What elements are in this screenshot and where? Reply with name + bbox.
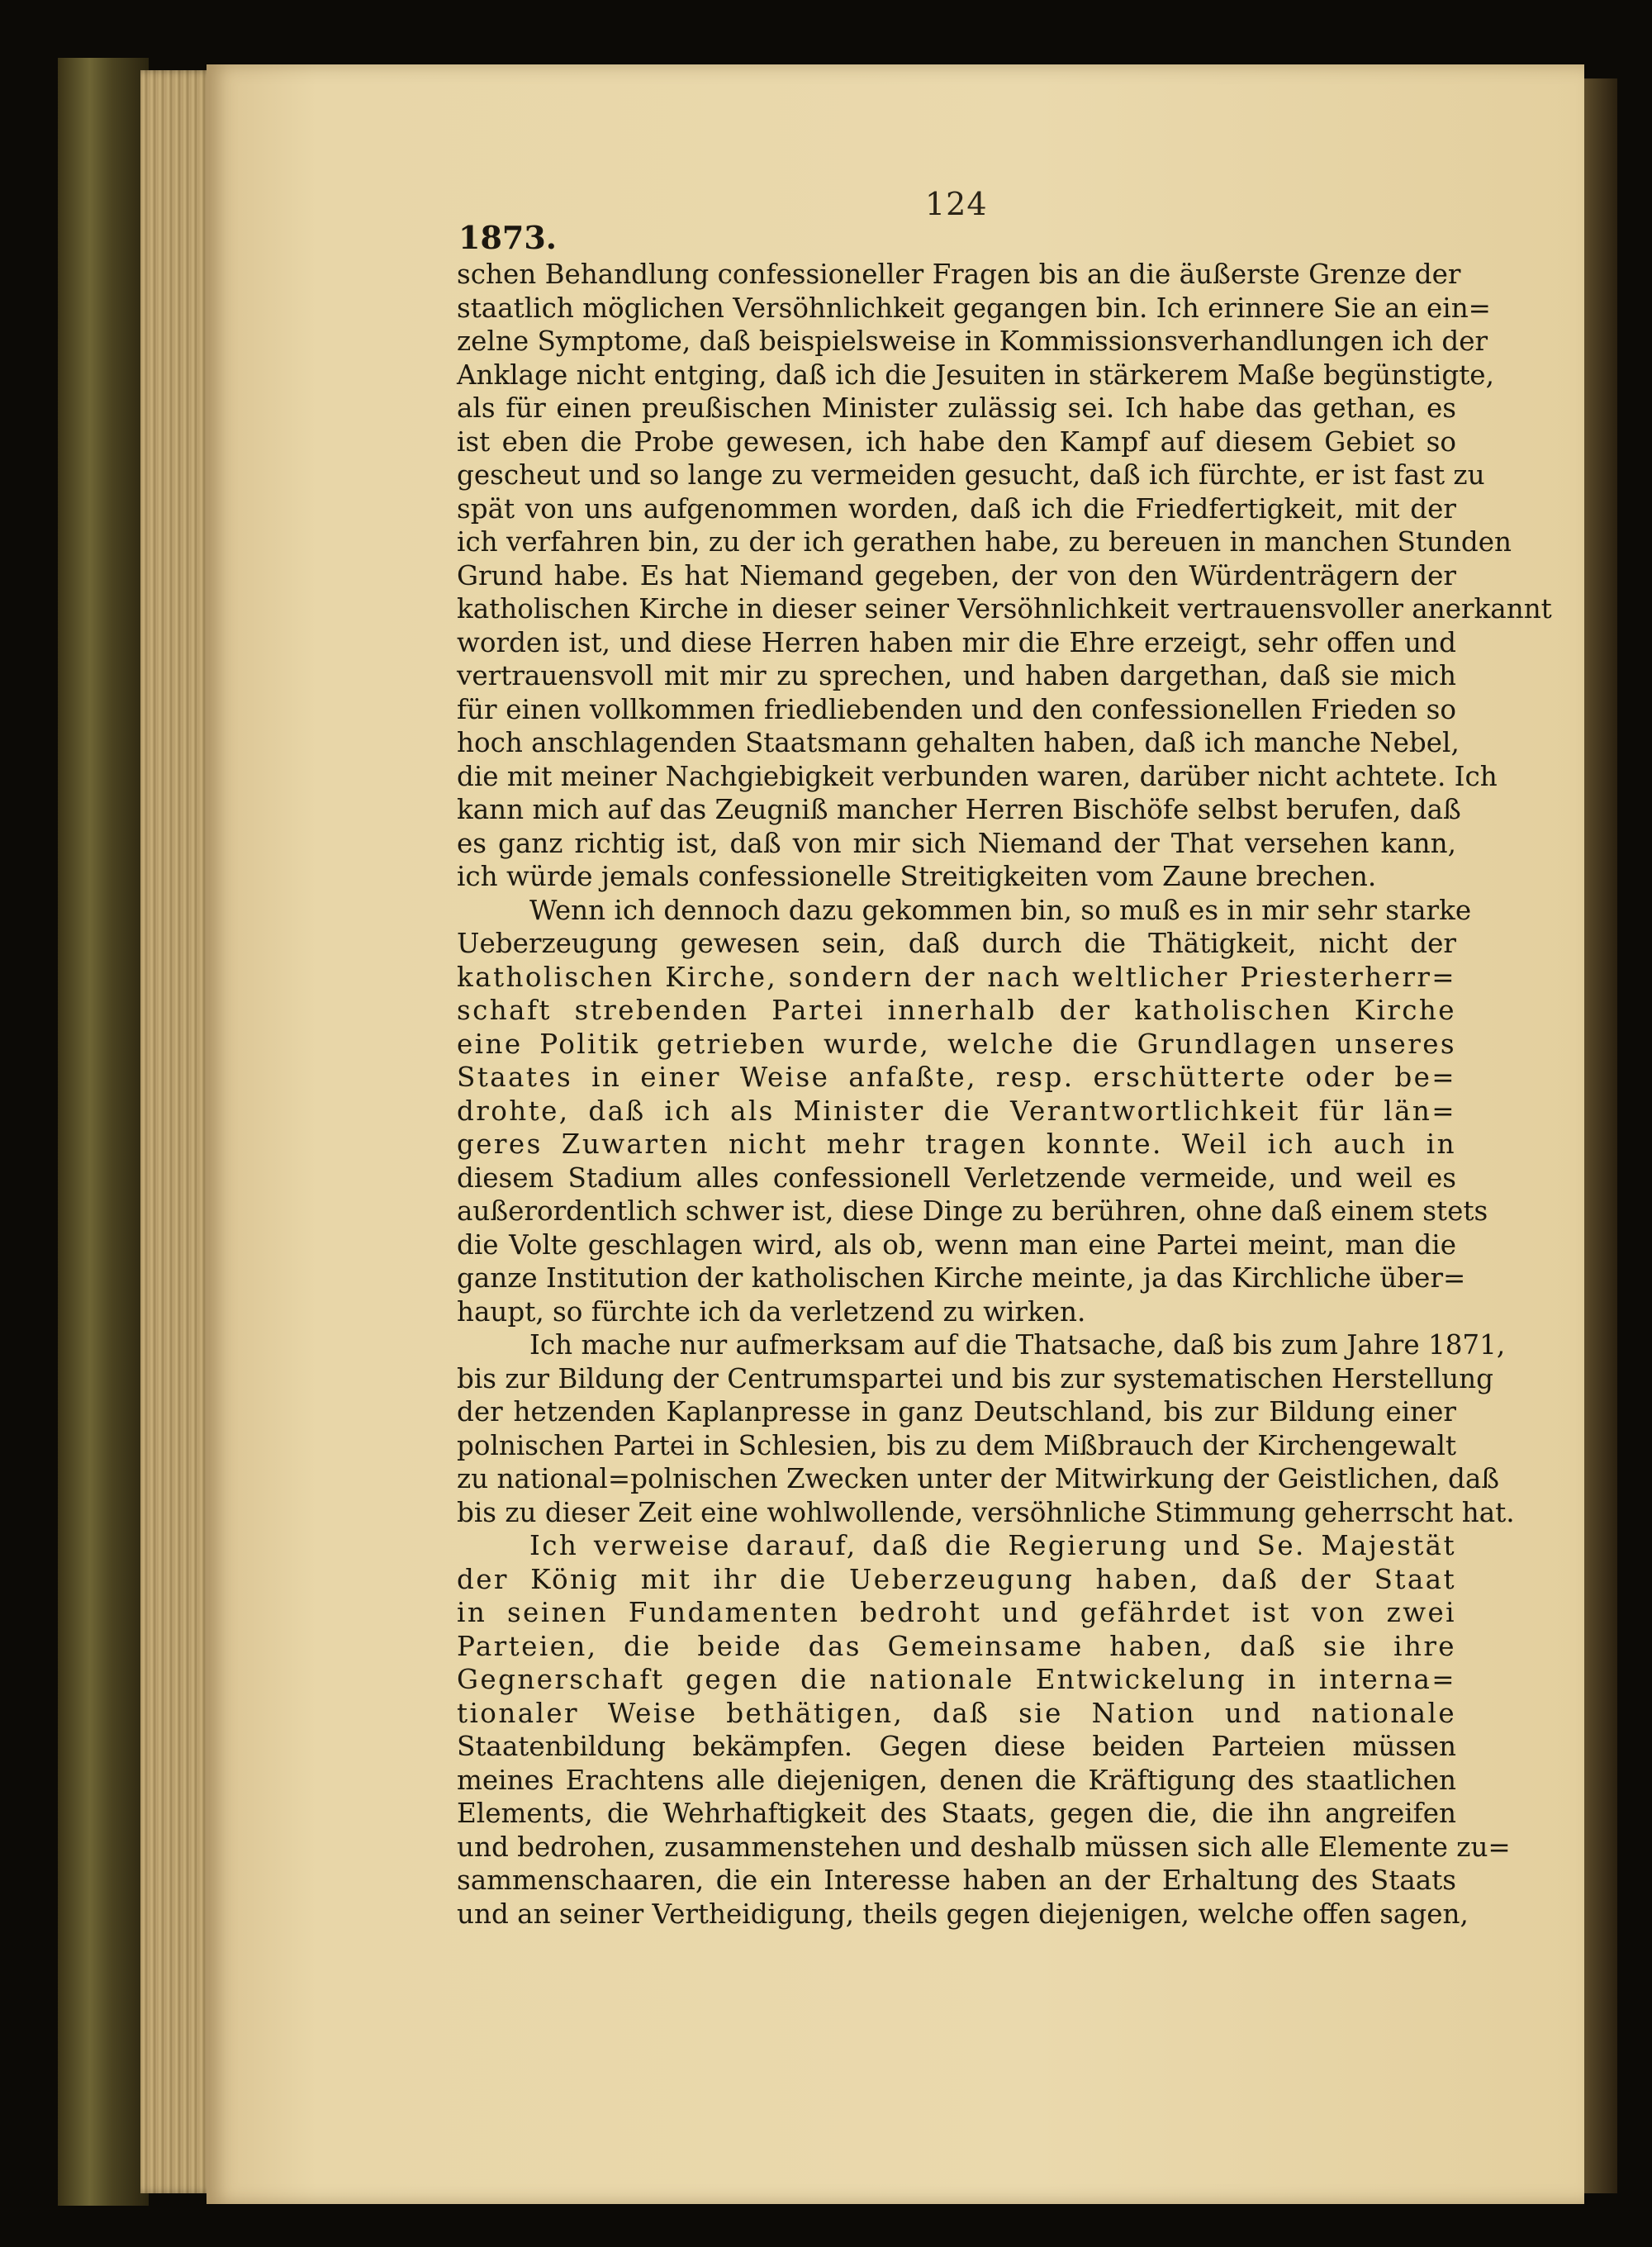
text-line: der König mit ihr die Ueberzeugung haben, daß der Staat xyxy=(457,1563,1456,1595)
text-line: Elements, die Wehrhaftigkeit des Staats, gegen die, die ihn angreifen xyxy=(457,1798,1456,1829)
text-line: vertrauensvoll mit mir zu sprechen, und haben dargethan, daß sie mich xyxy=(457,660,1456,691)
text-line: haupt, so fürchte ich da verletzend zu wirken. xyxy=(457,1295,1086,1328)
text-line: katholischen Kirche, sondern der nach weltlicher Priesterherr= xyxy=(457,961,1456,993)
text-line: schaft strebenden Partei innerhalb der katholischen Kirche xyxy=(457,995,1456,1026)
text-line: Gegnerschaft gegen die nationale Entwickelung in interna= xyxy=(457,1664,1456,1695)
text-line: ist eben die Probe gewesen, ich habe den Kampf auf diesem Gebiet so xyxy=(457,425,1456,458)
text-line: ganze Institution der katholischen Kirche meinte, ja das Kirchliche über= xyxy=(457,1262,1466,1294)
year-heading: 1873. xyxy=(458,219,557,256)
text-line: bis zur Bildung der Centrumspartei und bis zur systematischen Herstellung xyxy=(457,1362,1493,1394)
text-line: eine Politik getrieben wurde, welche die Grundlagen unseres xyxy=(457,1028,1456,1060)
page-edges xyxy=(140,70,215,2193)
text-line: es ganz richtig ist, daß von mir sich Niemand der That versehen kann, xyxy=(457,827,1456,859)
text-line: gescheut und so lange zu vermeiden gesucht, daß ich fürchte, er ist fast zu xyxy=(457,459,1485,491)
text-line: und an seiner Vertheidigung, theils gegen diejenigen, welche offen sagen, xyxy=(457,1898,1469,1930)
text-line: als für einen preußischen Minister zulässig sei. Ich habe das gethan, es xyxy=(457,392,1456,424)
text-line: spät von uns aufgenommen worden, daß ich die Friedfertigkeit, mit der xyxy=(457,492,1456,525)
text-line: meines Erachtens alle diejenigen, denen die Kräftigung des staatlichen xyxy=(457,1764,1456,1796)
text-line: Ich verweise darauf, daß die Regierung und Se. Majestät xyxy=(529,1530,1456,1561)
text-line: zelne Symptome, daß beispielsweise in Kommissionsverhandlungen ich der xyxy=(457,325,1488,357)
text-line: außerordentlich schwer ist, diese Dinge zu berühren, ohne daß einem stets xyxy=(457,1195,1488,1227)
text-line: der hetzenden Kaplanpresse in ganz Deutschland, bis zur Bildung einer xyxy=(457,1396,1456,1428)
text-line: Ich mache nur aufmerksam auf die Thatsache, daß bis zum Jahre 1871, xyxy=(529,1329,1506,1361)
text-line: kann mich auf das Zeugniß mancher Herren Bischöfe selbst berufen, daß xyxy=(457,794,1461,825)
text-line: bis zu dieser Zeit eine wohlwollende, versöhnliche Stimmung geherrscht hat. xyxy=(457,1496,1515,1528)
facing-page-edge xyxy=(1584,78,1617,2193)
text-line: die mit meiner Nachgiebigkeit verbunden waren, darüber nicht achtete. Ich xyxy=(457,760,1498,792)
text-line: schen Behandlung confessioneller Fragen bis an die äußerste Grenze der xyxy=(457,259,1461,290)
text-line: für einen vollkommen friedliebenden und den confessionellen Frieden so xyxy=(457,693,1456,725)
body-text xyxy=(457,258,1552,1931)
text-line: geres Zuwarten nicht mehr tragen konnte. Weil ich auch in xyxy=(457,1128,1456,1160)
page-number: 124 xyxy=(925,186,988,222)
text-line: Anklage nicht entging, daß ich die Jesuiten in stärkerem Maße begünstigte, xyxy=(457,359,1494,391)
text-line: drohte, daß ich als Minister die Verantwortlichkeit für län= xyxy=(457,1095,1456,1127)
text-line: sammenschaaren, die ein Interesse haben an der Erhaltung des Staats xyxy=(457,1865,1456,1896)
text-line: staatlich möglichen Versöhnlichkeit gegangen bin. Ich erinnere Sie an ein= xyxy=(457,292,1491,324)
text-line: ich würde jemals confessionelle Streitigkeiten vom Zaune brechen. xyxy=(457,861,1377,892)
text-line: Staates in einer Weise anfaßte, resp. erschütterte oder be= xyxy=(457,1062,1456,1093)
text-line: worden ist, und diese Herren haben mir die Ehre erzeigt, sehr offen und xyxy=(457,626,1456,658)
text-line: diesem Stadium alles confessionell Verletzende vermeide, und weil es xyxy=(457,1162,1456,1194)
text-line: Staatenbildung bekämpfen. Gegen diese beiden Parteien müssen xyxy=(457,1731,1456,1762)
text-line: Wenn ich dennoch dazu gekommen bin, so muß es in mir sehr starke xyxy=(529,894,1472,926)
book-spine xyxy=(58,58,149,2206)
text-line: katholischen Kirche in dieser seiner Versöhnlichkeit vertrauensvoller anerkannt xyxy=(457,593,1552,625)
text-line: Grund habe. Es hat Niemand gegeben, der von den Würdenträgern der xyxy=(457,559,1456,591)
text-line: hoch anschlagenden Staatsmann gehalten haben, daß ich manche Nebel, xyxy=(457,727,1460,758)
text-line: tionaler Weise bethätigen, daß sie Nation und nationale xyxy=(457,1697,1456,1729)
text-line: Parteien, die beide das Gemeinsame haben, daß sie ihre xyxy=(457,1630,1456,1662)
text-line: die Volte geschlagen wird, als ob, wenn man eine Partei meint, man die xyxy=(457,1228,1456,1261)
text-line: und bedrohen, zusammenstehen und deshalb müssen sich alle Elemente zu= xyxy=(457,1831,1511,1863)
text-line: ich verfahren bin, zu der ich gerathen habe, zu bereuen in manchen Stunden xyxy=(457,526,1512,558)
text-line: polnischen Partei in Schlesien, bis zu dem Mißbrauch der Kirchengewalt xyxy=(457,1429,1456,1461)
text-line: in seinen Fundamenten bedroht und gefährdet ist von zwei xyxy=(457,1597,1456,1628)
text-line: Ueberzeugung gewesen sein, daß durch die Thätigkeit, nicht der xyxy=(457,928,1456,959)
text-line: zu national=polnischen Zwecken unter der Mitwirkung der Geistlichen, daß xyxy=(457,1463,1500,1494)
